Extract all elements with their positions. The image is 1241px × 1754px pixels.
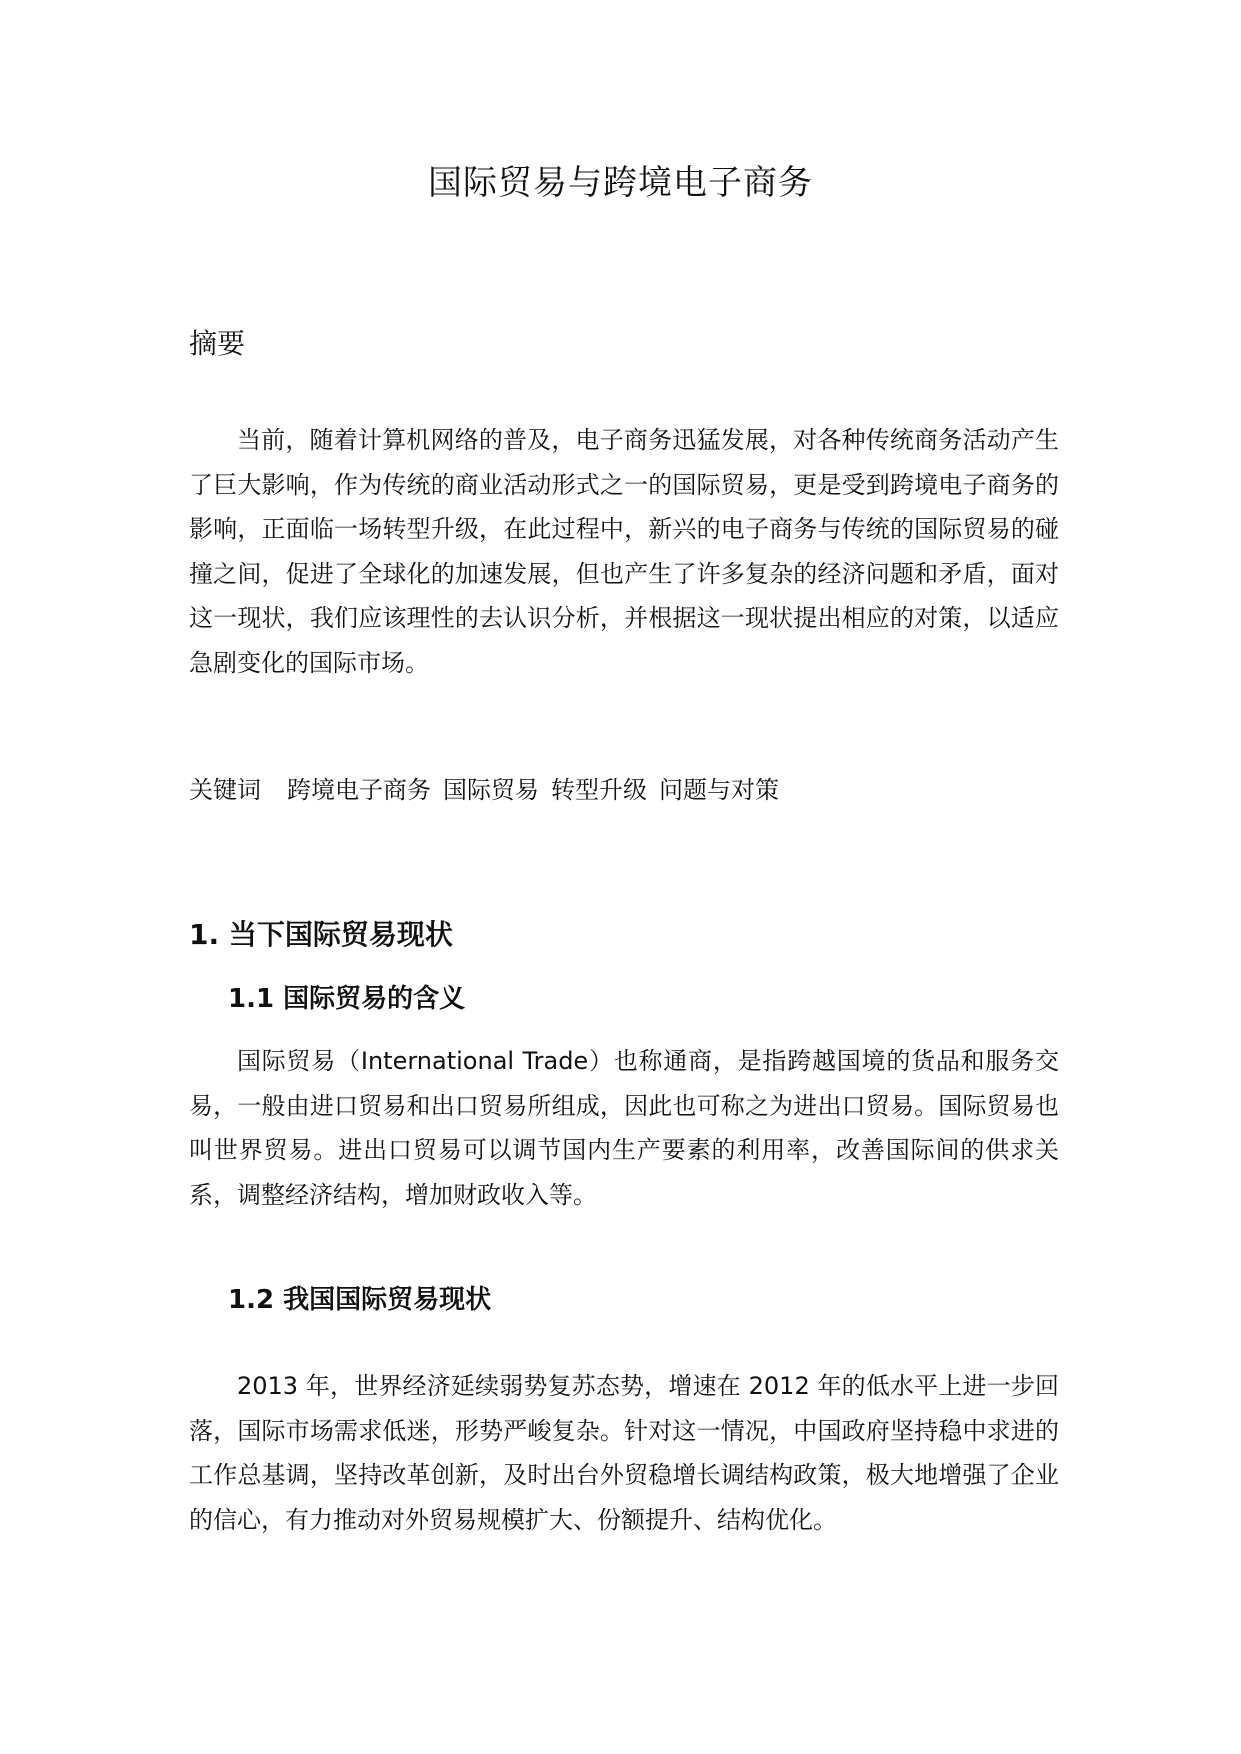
subsection-heading-1-1: 1.1 国际贸易的含义 [228,984,466,1014]
subsection-paragraph-1-2: 2013 年，世界经济延续弱势复苏态势，增速在 2012 年的低水平上进一步回落，国际市场需求低迷，形势严峻复杂。针对这一情况，中国政府坚持稳中求进的工作总基调，坚持改革创新，及时出台外贸稳增长调结构政策，极大地增强了企业的信心，有力推动对外贸易规模扩大、份额提升、结构优化。 [189,1372,1059,1534]
subsection-paragraph-1-1: 国际贸易（International Trade）也称通商，是指跨越国境的货品和服务交易，一般由进口贸易和出口贸易所组成，因此也可称之为进出口贸易。国际贸易也叫世界贸易。进出口贸易可以调节国内生产要素的利用率，改善国际间的供求关系，调整经济结构，增加财政收入等。 [189,1047,1059,1209]
keywords-line [189,770,791,810]
section-heading-1: 1. 当下国际贸易现状 [189,918,453,951]
subsection-heading-1-2: 1.2 我国国际贸易现状 [228,1285,492,1315]
keyword-item: 国际贸易 [443,776,539,804]
abstract-heading: 摘要 [189,327,246,360]
abstract-paragraph: 当前，随着计算机网络的普及，电子商务迅猛发展，对各种传统商务活动产生了巨大影响，作为传统的商业活动形式之一的国际贸易，更是受到跨境电子商务的影响，正面临一场转型升级，在此过程中，新兴的电子商务与传统的国际贸易的碰撞之间，促进了全球化的加速发展，但也产生了许多复杂的经济问题和矛盾，面对这一现状，我们应该理性的去认识分析，并根据这一现状提出相应的对策，以适应急剧变化的国际市场。 [189,426,1059,677]
keywords-label: 关键词 [189,776,261,804]
document-title: 国际贸易与跨境电子商务 [428,163,813,203]
keyword-item: 转型升级 [551,776,647,804]
keyword-item: 问题与对策 [659,776,779,804]
keyword-item: 跨境电子商务 [287,776,431,804]
